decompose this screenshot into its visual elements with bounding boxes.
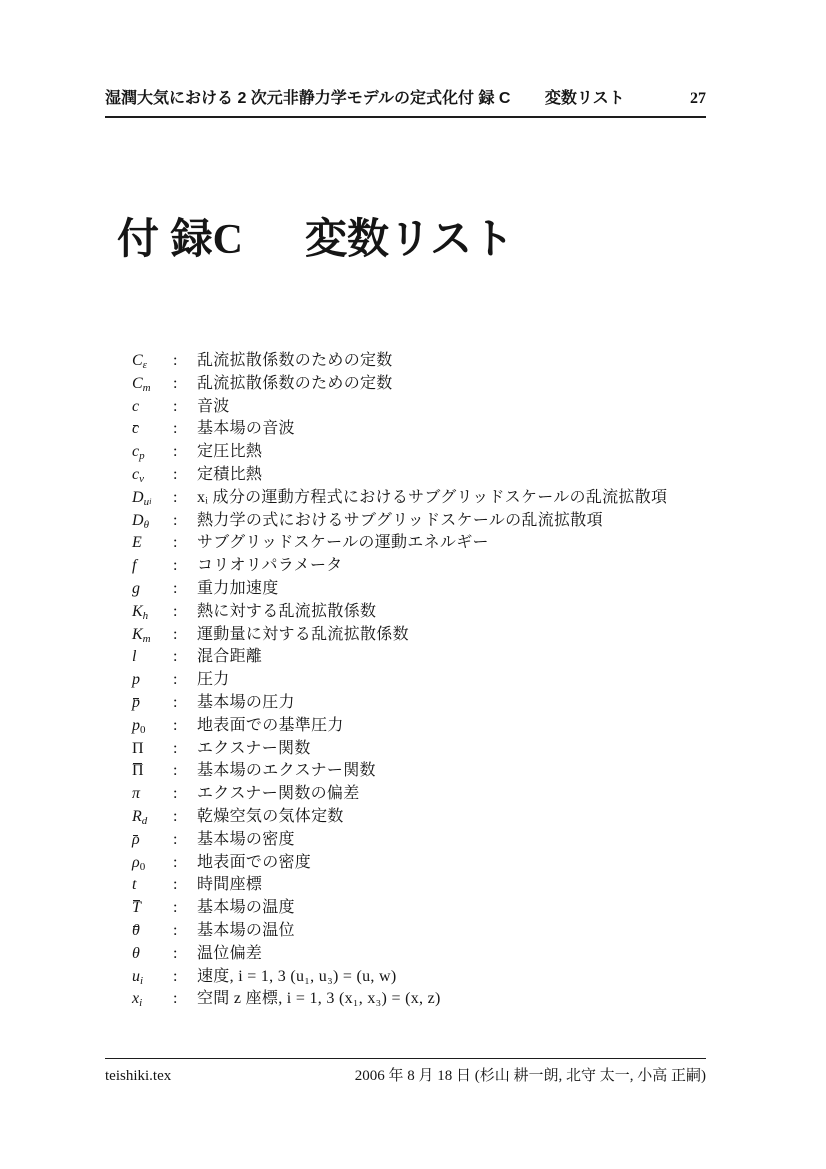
variable-description: エクスナー関数の偏差 <box>197 785 360 803</box>
variable-symbol <box>132 968 173 987</box>
symbol-base: c <box>132 443 140 461</box>
symbol-base: R <box>132 807 142 825</box>
symbol-base: u <box>132 967 140 985</box>
page-footer <box>105 1064 706 1085</box>
colon-separator: : <box>173 785 178 803</box>
colon-separator: : <box>173 921 178 939</box>
variable-row <box>132 621 712 644</box>
variable-symbol <box>132 854 173 873</box>
variable-symbol <box>132 375 173 394</box>
colon-separator: : <box>173 534 178 552</box>
symbol-base: ρ <box>132 830 140 848</box>
variable-description: xᵢ 成分の運動方程式におけるサブグリッドスケールの乱流拡散項 <box>197 488 668 506</box>
variable-description: サブグリッドスケールの運動エネルギー <box>197 534 489 552</box>
variable-row <box>132 393 712 416</box>
variable-description: 運動量に対する乱流拡散係数 <box>197 625 409 643</box>
symbol-subscript: θ <box>143 518 149 531</box>
colon-separator: : <box>173 511 178 529</box>
symbol-subscript: i <box>139 997 143 1010</box>
symbol-base: p <box>132 693 140 711</box>
symbol-subscript: ε <box>142 359 148 371</box>
variable-row <box>132 370 712 393</box>
symbol-base: T <box>132 899 141 917</box>
symbol-base: f <box>132 557 137 575</box>
colon-separator: : <box>173 374 178 392</box>
variable-row <box>132 940 712 963</box>
variable-description: 熱に対する乱流拡散係数 <box>197 602 377 620</box>
variable-description: 基本場の圧力 <box>197 693 295 711</box>
variable-symbol <box>132 876 173 894</box>
symbol-subscript: v <box>139 472 144 485</box>
colon-separator: : <box>173 853 178 871</box>
symbol-base: p <box>132 716 140 734</box>
header-rule <box>105 116 706 118</box>
variable-description: 空間 z 座標, i = 1, 3 (x₁, x₃) = (x, z) <box>197 990 441 1008</box>
symbol-subscript: m <box>142 381 151 394</box>
symbol-base: K <box>132 625 143 643</box>
variable-symbol <box>132 990 173 1009</box>
symbol-base: c <box>132 397 140 415</box>
symbol-subscript: m <box>142 632 151 645</box>
symbol-base: E <box>132 534 142 552</box>
variable-row <box>132 415 712 438</box>
variable-row <box>132 461 712 484</box>
colon-separator: : <box>173 420 178 438</box>
colon-separator: : <box>173 465 178 483</box>
variable-symbol <box>132 489 173 508</box>
colon-separator: : <box>173 876 178 894</box>
variable-row <box>132 438 712 461</box>
chapter-title-text: 変数リスト <box>305 215 515 262</box>
variable-row <box>132 347 712 370</box>
colon-separator: : <box>173 488 178 506</box>
colon-separator: : <box>173 762 178 780</box>
colon-separator: : <box>173 899 178 917</box>
variable-symbol <box>132 808 173 827</box>
variable-description: 乱流拡散係数のための定数 <box>197 374 393 392</box>
variable-row <box>132 575 712 598</box>
variable-row <box>132 735 712 758</box>
symbol-base: C <box>132 352 143 369</box>
variable-symbol <box>132 717 173 736</box>
symbol-base: π <box>132 785 141 803</box>
colon-separator: : <box>173 944 178 962</box>
symbol-base: D <box>132 511 144 529</box>
symbol-subscript: 0 <box>140 723 146 736</box>
symbol-subscript: 0 <box>139 860 146 873</box>
header-section-label: 付 録 C <box>458 90 511 107</box>
variable-symbol <box>132 603 173 622</box>
variable-symbol <box>132 534 173 552</box>
variable-row <box>132 849 712 872</box>
variable-row <box>132 484 712 507</box>
variable-description: 速度, i = 1, 3 (u₁, u₃) = (u, w) <box>197 967 397 985</box>
header-document-title: 湿潤大気における 2 次元非静力学モデルの定式化 <box>105 90 458 107</box>
variable-description: 混合距離 <box>197 648 263 666</box>
colon-separator: : <box>173 579 178 597</box>
variable-symbol <box>132 831 173 849</box>
symbol-subscript: h <box>142 609 149 622</box>
symbol-base: ρ <box>132 853 140 871</box>
colon-separator: : <box>173 967 178 985</box>
chapter-title <box>117 216 514 263</box>
variable-symbol <box>132 557 173 575</box>
chapter-title-prefix: 付 録 <box>117 215 213 262</box>
symbol-base: θ <box>132 921 140 939</box>
variable-description: 地表面での基準圧力 <box>197 716 344 734</box>
variable-description: 基本場の音波 <box>197 420 295 438</box>
variable-row <box>132 757 712 780</box>
variable-description: コリオリパラメータ <box>197 557 343 575</box>
symbol-subscript: i <box>140 974 144 987</box>
variable-row <box>132 529 712 552</box>
symbol-base: g <box>132 579 140 597</box>
variable-description: 基本場の密度 <box>197 830 295 848</box>
variable-row <box>132 917 712 940</box>
symbol-base: t <box>132 876 137 894</box>
variable-symbol <box>132 443 173 462</box>
variable-symbol <box>132 945 173 963</box>
colon-separator: : <box>173 693 178 711</box>
variable-symbol <box>132 466 173 485</box>
variable-symbol <box>132 398 173 416</box>
variable-row <box>132 666 712 689</box>
header-page-number: 27 <box>690 90 706 107</box>
symbol-subsubscript: i <box>149 495 152 506</box>
variable-description: 地表面での密度 <box>197 853 312 871</box>
symbol-subscript: p <box>139 450 145 463</box>
page-header <box>105 85 706 108</box>
variable-row <box>132 552 712 575</box>
variable-description: 熱力学の式におけるサブグリッドスケールの乱流拡散項 <box>197 511 603 529</box>
variable-description: 時間座標 <box>197 876 263 894</box>
variable-symbol <box>132 671 173 689</box>
colon-separator: : <box>173 397 178 415</box>
variable-row <box>132 643 712 666</box>
variable-row <box>132 985 712 1008</box>
variable-description: 乾燥空気の気体定数 <box>197 807 344 825</box>
symbol-base: c <box>132 420 140 438</box>
symbol-base: x <box>132 990 140 1008</box>
variable-symbol <box>132 762 173 780</box>
variable-list <box>132 347 712 1008</box>
colon-separator: : <box>173 625 178 643</box>
variable-symbol <box>132 740 173 758</box>
variable-row <box>132 826 712 849</box>
variable-symbol <box>132 922 173 940</box>
colon-separator: : <box>173 990 178 1008</box>
symbol-base: D <box>132 488 144 506</box>
variable-symbol <box>132 352 173 371</box>
variable-row <box>132 598 712 621</box>
colon-separator: : <box>173 557 178 575</box>
symbol-subscript: d <box>141 814 148 827</box>
colon-separator: : <box>173 830 178 848</box>
variable-description: 圧力 <box>197 671 230 689</box>
colon-separator: : <box>173 807 178 825</box>
variable-description: 基本場の温度 <box>197 899 295 917</box>
variable-description: 基本場のエクスナー関数 <box>197 762 376 780</box>
header-running-title <box>105 85 625 108</box>
variable-description: 基本場の温位 <box>197 921 295 939</box>
colon-separator: : <box>173 671 178 689</box>
variable-description: 温位偏差 <box>197 944 263 962</box>
footer-filename: teishiki.tex <box>105 1068 172 1084</box>
variable-row <box>132 963 712 986</box>
variable-row <box>132 507 712 530</box>
footer-rule <box>105 1058 706 1059</box>
symbol-base: Π <box>132 762 144 780</box>
variable-symbol <box>132 694 173 712</box>
variable-symbol <box>132 785 173 803</box>
variable-symbol <box>132 899 173 917</box>
variable-row <box>132 712 712 735</box>
footer-date-authors: 2006 年 8 月 18 日 (杉山 耕一朗, 北守 太一, 小高 正嗣) <box>354 1068 706 1084</box>
symbol-base: C <box>132 374 143 392</box>
variable-symbol <box>132 626 173 645</box>
header-section-title: 変数リスト <box>544 90 625 107</box>
variable-symbol <box>132 648 173 666</box>
variable-description: 音波 <box>197 397 230 415</box>
variable-description: 乱流拡散係数のための定数 <box>197 352 393 369</box>
variable-description: 定積比熱 <box>197 465 263 483</box>
symbol-base: K <box>132 602 143 620</box>
symbol-base: θ <box>132 944 140 962</box>
symbol-subscript: u <box>143 495 150 508</box>
variable-symbol <box>132 580 173 598</box>
colon-separator: : <box>173 716 178 734</box>
variable-row <box>132 871 712 894</box>
colon-separator: : <box>173 739 178 757</box>
symbol-base: c <box>132 465 140 483</box>
variable-description: 重力加速度 <box>197 579 279 597</box>
colon-separator: : <box>173 443 178 461</box>
colon-separator: : <box>173 352 178 369</box>
variable-row <box>132 894 712 917</box>
symbol-base: p <box>132 671 140 689</box>
symbol-base: l <box>132 648 137 666</box>
variable-row <box>132 780 712 803</box>
variable-symbol <box>132 420 173 438</box>
variable-row <box>132 689 712 712</box>
colon-separator: : <box>173 648 178 666</box>
symbol-base: Π <box>132 739 144 757</box>
chapter-title-letter: C <box>212 217 244 263</box>
colon-separator: : <box>173 602 178 620</box>
variable-symbol <box>132 512 173 531</box>
variable-description: エクスナー関数 <box>197 739 311 757</box>
variable-row <box>132 803 712 826</box>
variable-description: 定圧比熱 <box>197 443 263 461</box>
